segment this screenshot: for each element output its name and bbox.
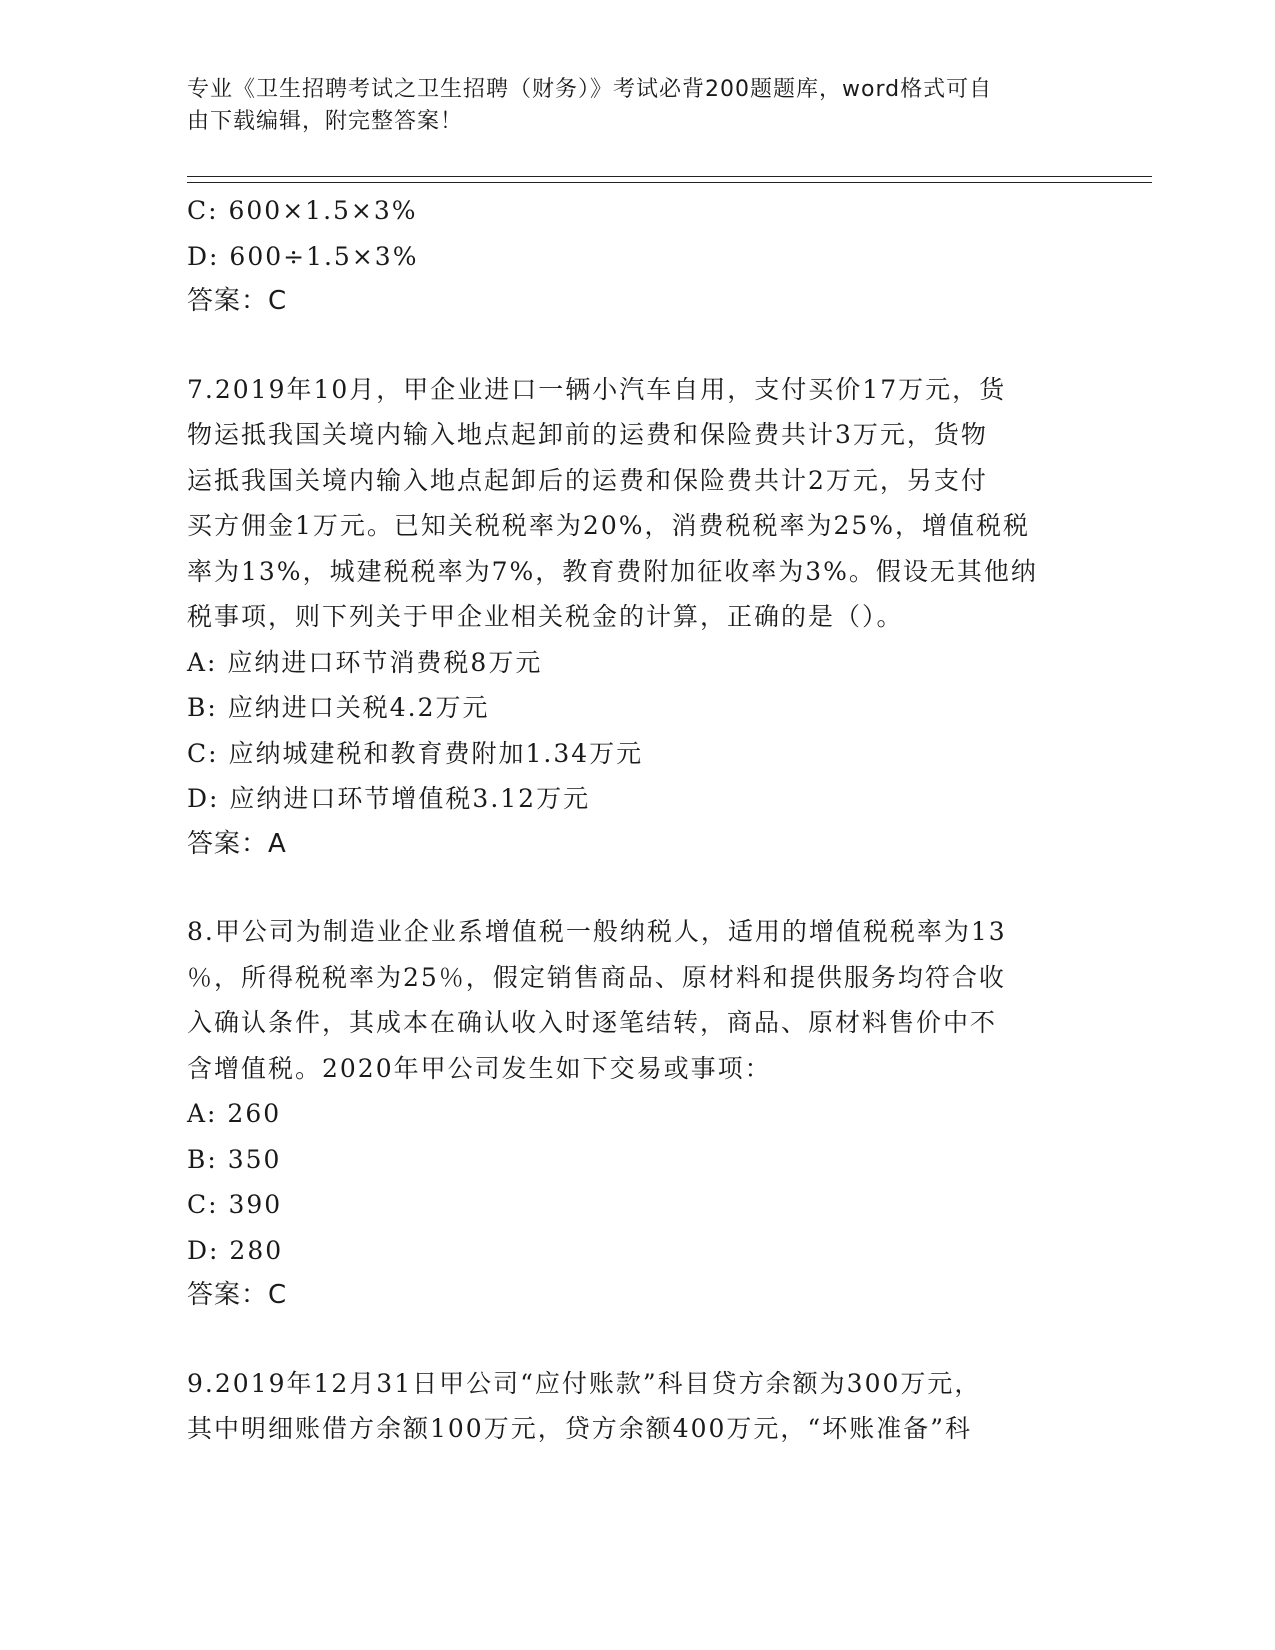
q7-stem [187,367,1087,640]
q9-stem [187,1361,1087,1452]
q8-stem [187,909,1087,1091]
question-9 [187,1361,1087,1452]
q8-option-b: B: 350 [187,1144,282,1174]
spacer [187,325,1087,367]
question-8 [187,909,1087,1319]
q6-option-c: C: 600×1.5×3% [187,196,418,225]
q8-stem-line: 含增值税。2020年甲公司发生如下交易或事项： [187,1053,772,1083]
question-7 [187,367,1087,868]
q8-stem-line: 8.甲公司为制造业企业系增值税一般纳税人，适用的增值税税率为13 [187,917,1007,946]
spacer [187,1319,1087,1361]
q9-stem-line: 9.2019年12月31日甲公司“应付账款”科目贷方余额为300万元， [187,1368,982,1398]
q8-option-c: C: 390 [187,1190,283,1219]
question-6 [187,188,1087,325]
q8-stem-line: ％，所得税税率为25％，假定销售商品、原材料和提供服务均符合收 [187,962,1006,992]
q7-stem-line: 运抵我国关境内输入地点起卸后的运费和保险费共计2万元，另支付 [187,465,988,495]
q8-stem-line: 入确认条件，其成本在确认收入时逐笔结转，商品、原材料售价中不 [187,1008,998,1037]
q9-stem-line: 其中明细账借方余额100万元，贷方余额400万元，“坏账准备”科 [187,1414,972,1443]
header-line-1: 专业《卫生招聘考试之卫生招聘（财务）》考试必背200题题库，word格式可自 [187,77,993,102]
q6-answer: 答案：C [187,286,288,316]
page-header [187,74,1067,138]
q7-option-c: C: 应纳城建税和教育费附加1.34万元 [187,738,644,768]
q7-stem-line: 税事项，则下列关于甲企业相关税金的计算，正确的是（）。 [187,602,904,631]
q7-stem-line: 率为13%，城建税税率为7%，教育费附加征收率为3%。假设无其他纳 [187,556,1038,586]
q7-stem-line: 物运抵我国关境内输入地点起卸前的运费和保险费共计3万元，货物 [187,420,988,449]
q7-option-b: B: 应纳进口关税4.2万元 [187,693,490,722]
q8-answer: 答案：C [187,1280,288,1310]
q7-answer: 答案：A [187,828,287,859]
q6-option-d: D: 600÷1.5×3% [187,241,419,271]
q8-option-d: D: 280 [187,1235,284,1265]
spacer [187,867,1087,909]
document-body [187,188,1087,1452]
q7-stem-line: 7.2019年10月，甲企业进口一辆小汽车自用，支付买价17万元，货 [187,374,1007,404]
q7-option-d: D: 应纳进口环节增值税3.12万元 [187,784,591,813]
q7-option-a: A: 应纳进口环节消费税8万元 [187,647,543,677]
header-line-2: 由下载编辑，附完整答案！ [187,109,464,134]
header-divider [187,176,1152,183]
q7-stem-line: 买方佣金1万元。已知关税税率为20%，消费税税率为25%，增值税税 [187,511,1031,540]
q8-option-a: A: 260 [187,1099,282,1128]
